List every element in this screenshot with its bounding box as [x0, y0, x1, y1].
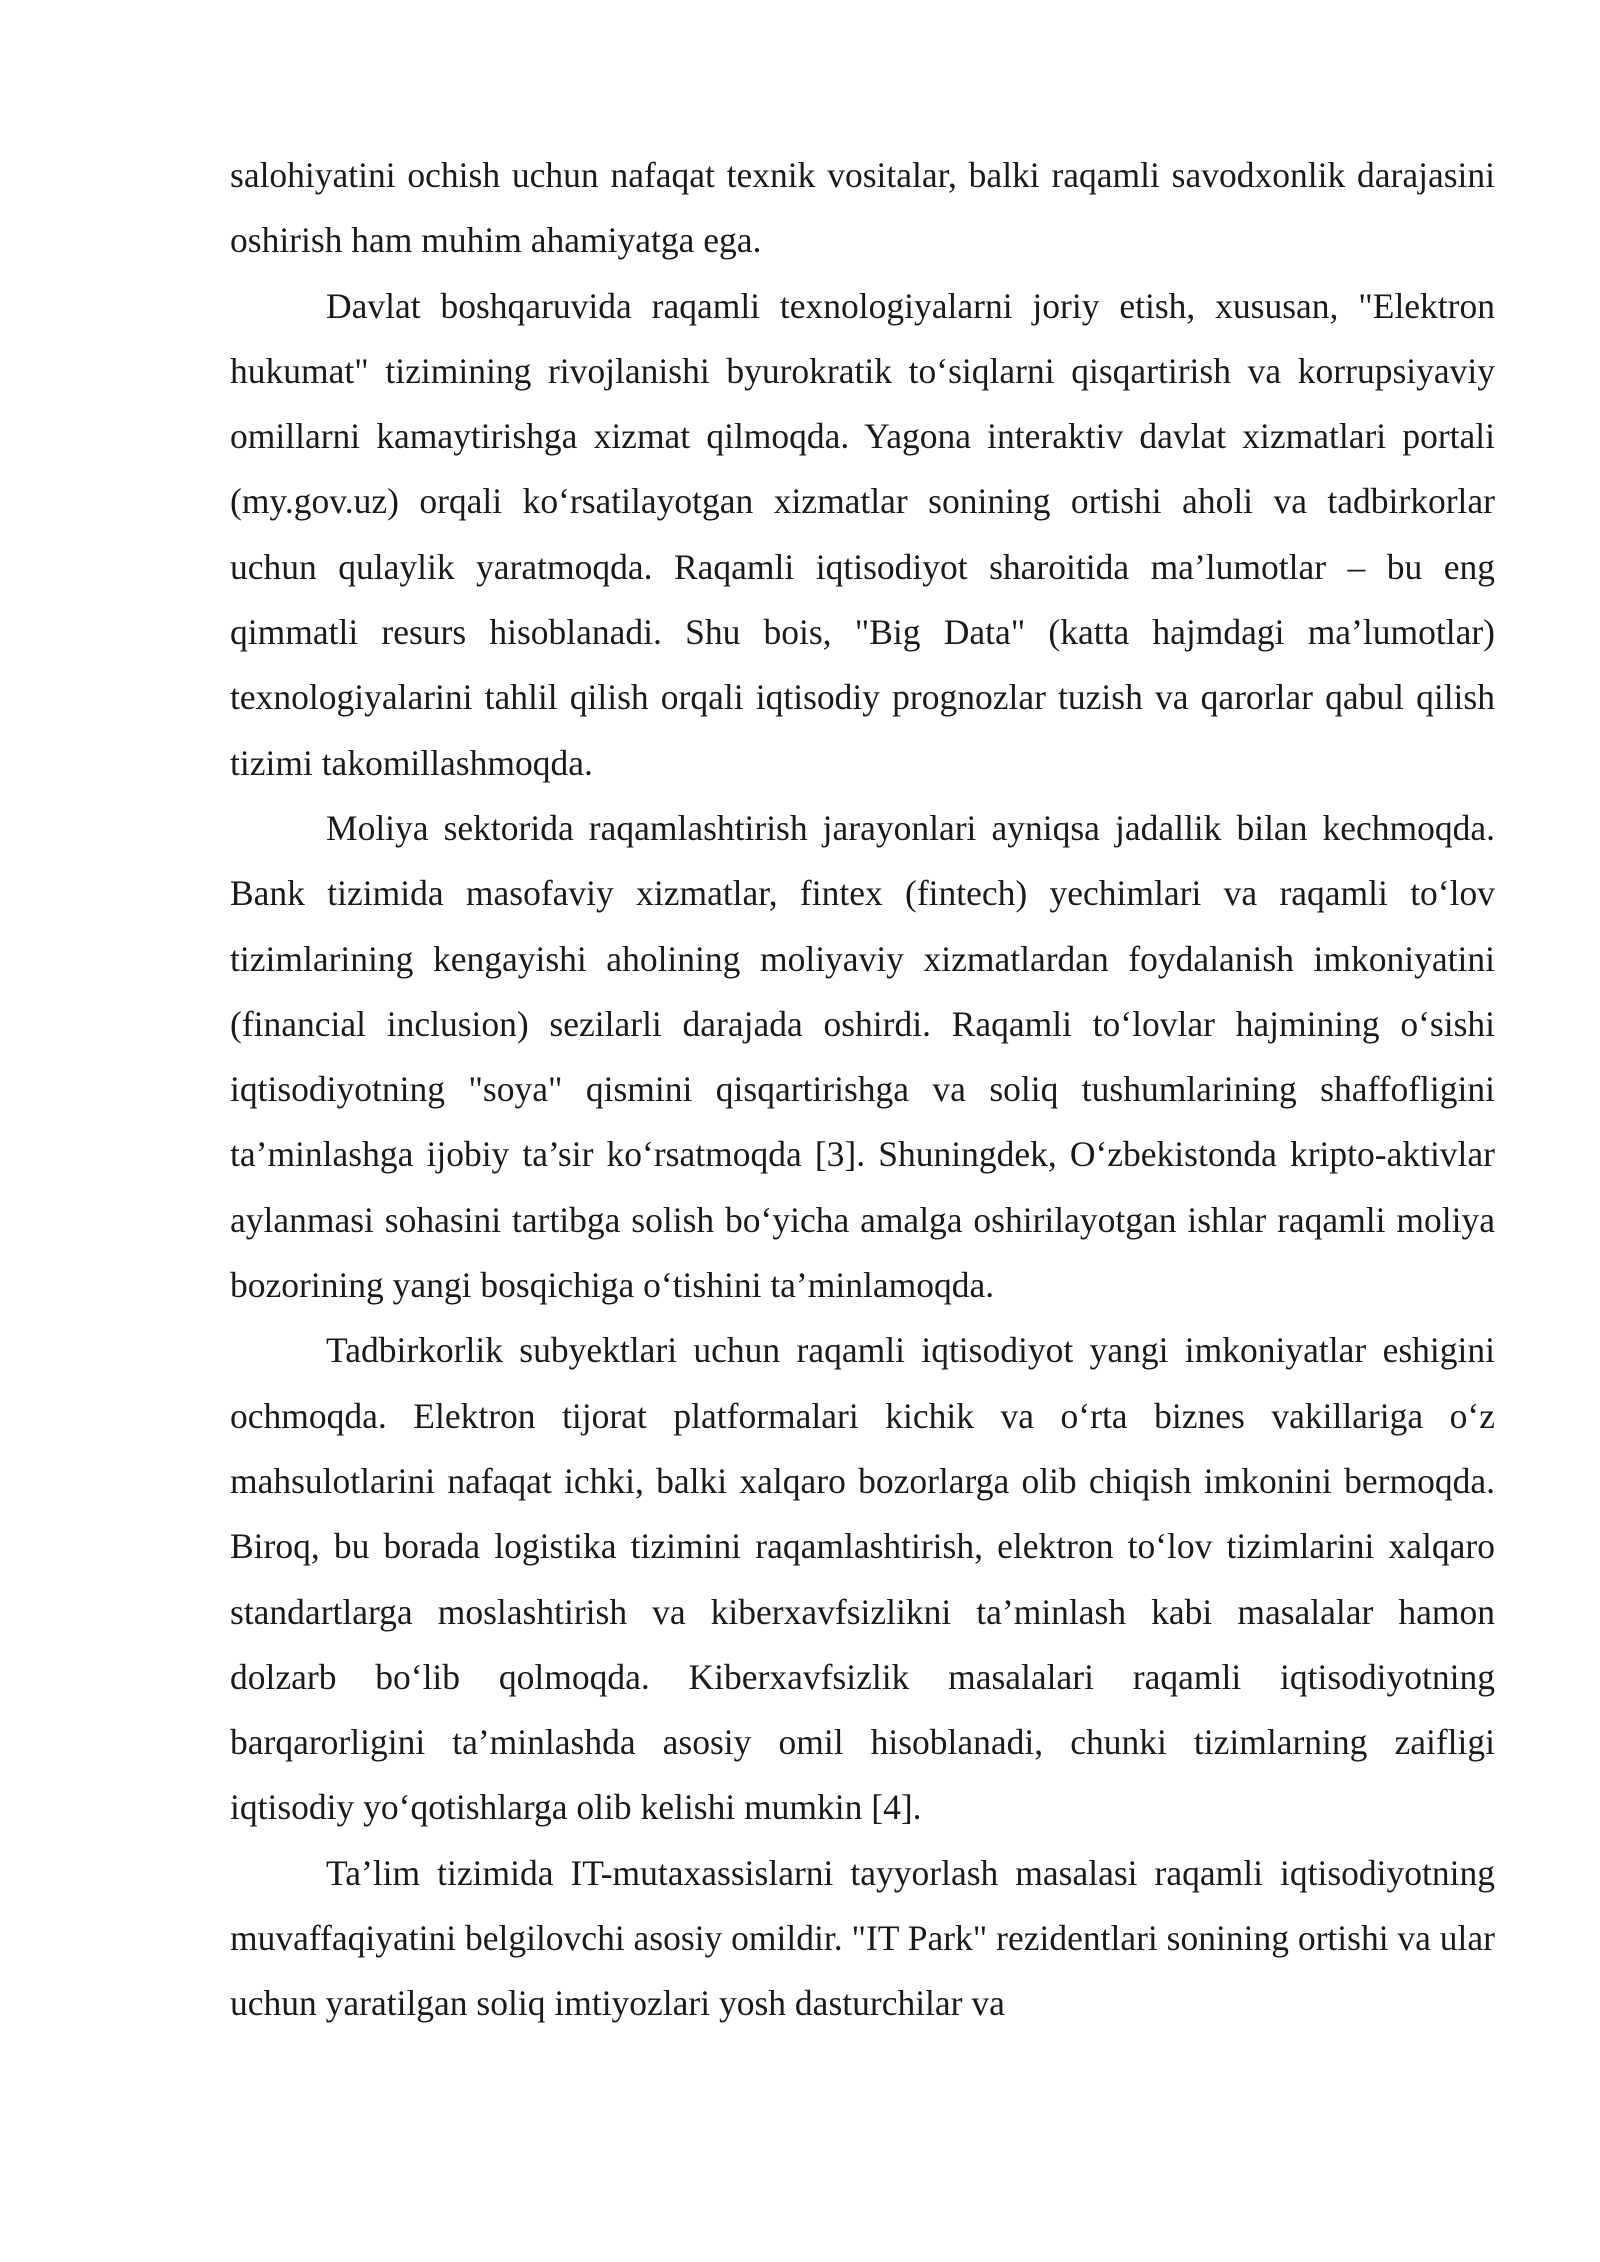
paragraph-entrepreneurship: Tadbirkorlik subyektlari uchun raqamli iqtisodiyot yangi imkoniyatlar eshigini ochmoqda. Elektron tijorat platformalari kichik va o‘rta biznes vakillariga o‘z mahsulotlarini nafaqat ichki, balki xalqaro bozorlarga olib chiqish imkonini bermoqda. Biroq, bu borada logistika tizimini raqamlashtirish, elektron to‘lov tizimlarini xalqaro standartlarga moslashtirish va kiberxavfsizlikni ta’minlash kabi masalalar hamon dolzarb bo‘lib qolmoqda. Kiberxavfsizlik masalalari raqamli iqtisodiyotning barqarorligini ta’minlashda asosiy omil hisoblanadi, chunki tizimlarning zaifligi iqtisodiy yo‘qotishlarga olib kelishi mumkin [4].: [230, 1330, 1495, 1828]
paragraph-continuation: salohiyatini ochish uchun nafaqat texnik vositalar, balki raqamli savodxonlik darajasini oshirish ham muhim ahamiyatga ega.: [230, 155, 1495, 261]
paragraph-e-government: Davlat boshqaruvida raqamli texnologiyalarni joriy etish, xususan, "Elektron hukumat" tizimining rivojlanishi byurokratik to‘siqlarni qisqartirish va korrupsiyaviy omillarni kamaytirishga xizmat qilmoqda. Yagona interaktiv davlat xizmatlari portali (my.gov.uz) orqali ko‘rsatilayotgan xizmatlar sonining ortishi aholi va tadbirkorlar uchun qulaylik yaratmoqda. Raqamli iqtisodiyot sharoitida ma’lumotlar – bu eng qimmatli resurs hisoblanadi. Shu bois, "Big Data" (katta hajmdagi ma’lumotlar) texnologiyalarini tahlil qilish orqali iqtisodiy prognozlar tuzish va qarorlar qabul qilish tizimi takomillashmoqda.: [230, 285, 1495, 783]
document-body: [230, 143, 1495, 2037]
paragraph-finance-sector: Moliya sektorida raqamlashtirish jarayonlari ayniqsa jadallik bilan kechmoqda. Bank tizimida masofaviy xizmatlar, fintex (fintech) yechimlari va raqamli to‘lov tizimlarining kengayishi aholining moliyaviy xizmatlardan foydalanish imkoniyatini (financial inclusion) sezilarli darajada oshirdi. Raqamli to‘lovlar hajmining o‘sishi iqtisodiyotning "soya" qismini qisqartirishga va soliq tushumlarining shaffofligini ta’minlashga ijobiy ta’sir ko‘rsatmoqda [3]. Shuningdek, O‘zbekistonda kripto-aktivlar aylanmasi sohasini tartibga solish bo‘yicha amalga oshirilayotgan ishlar raqamli moliya bozorining yangi bosqichiga o‘tishini ta’minlamoqda.: [230, 807, 1495, 1306]
paragraph-education: Ta’lim tizimida IT-mutaxassislarni tayyorlash masalasi raqamli iqtisodiyotning muvaffaqiyatini belgilovchi asosiy omildir. "IT Park" rezidentlari sonining ortishi va ular uchun yaratilgan soliq imtiyozlari yosh dasturchilar va: [230, 1852, 1495, 2024]
